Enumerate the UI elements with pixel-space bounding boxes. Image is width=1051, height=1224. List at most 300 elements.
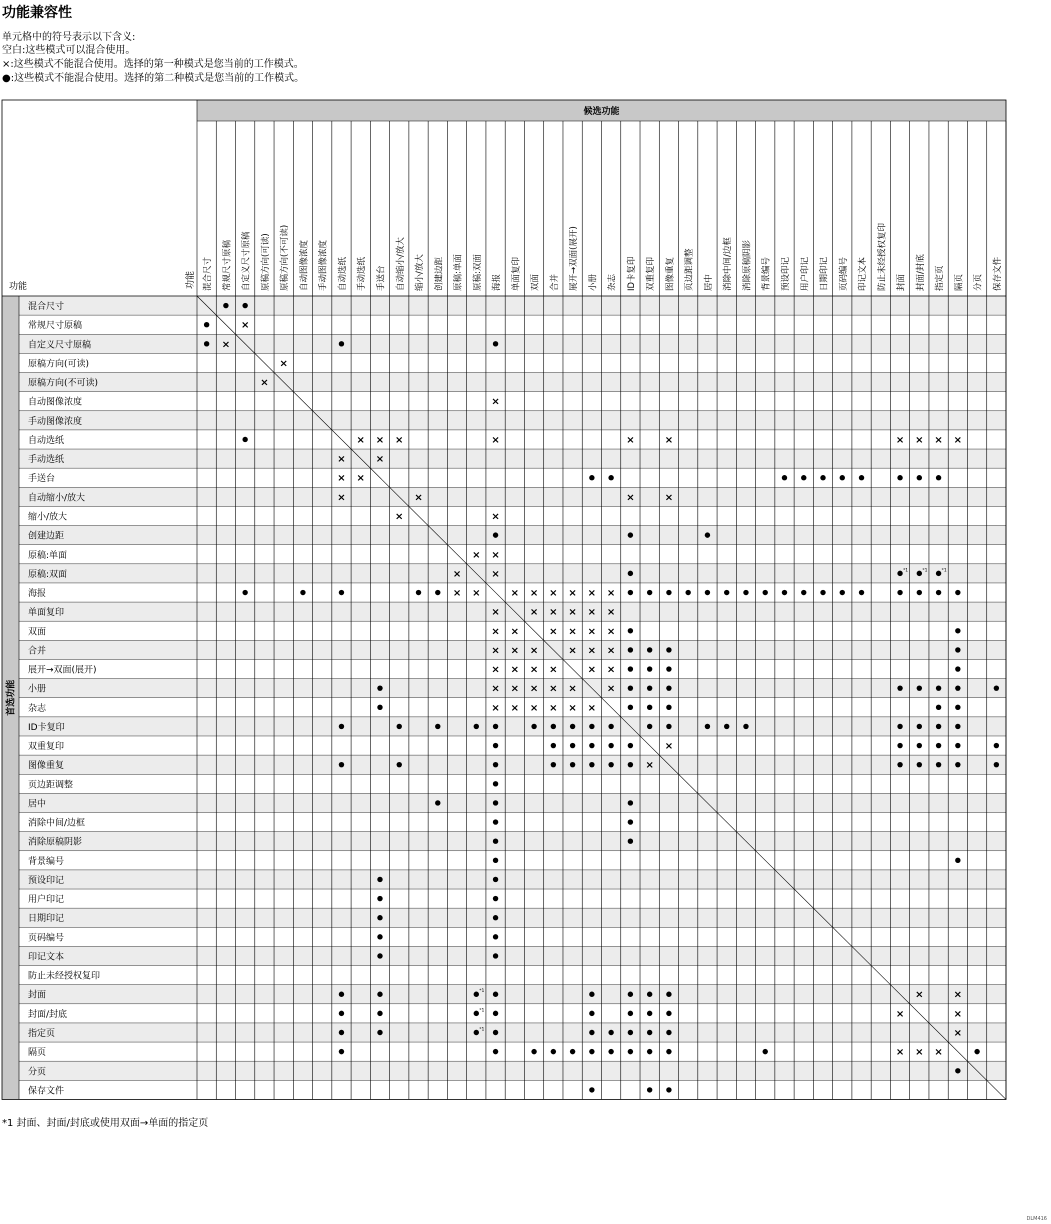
- row-header: 常规尺寸原稿: [28, 321, 83, 332]
- dot-mark: [377, 685, 382, 690]
- dot-mark: [628, 571, 633, 576]
- column-header: 混合尺寸: [203, 256, 214, 291]
- dot-mark: [570, 743, 575, 748]
- cross-mark: ×: [606, 607, 616, 619]
- dot-mark: [820, 590, 825, 595]
- cross-mark: ×: [568, 683, 577, 695]
- row-header: 手送台: [28, 474, 56, 485]
- cross-mark: ×: [587, 607, 597, 619]
- row-header: ID卡复印: [28, 722, 65, 733]
- dot-mark: [628, 532, 633, 537]
- dot-mark: [955, 724, 960, 729]
- row-header: 自动缩小/放大: [28, 493, 86, 504]
- dot-mark: [743, 590, 748, 595]
- dot-mark: [917, 590, 922, 595]
- cross-mark: ×: [626, 492, 635, 504]
- row-header: 原稿:双面: [28, 569, 68, 580]
- dot-mark: [936, 685, 941, 690]
- legend-dot: ●:这些模式不能混合使用。选择的第二种模式是您当前的工作模式。: [2, 73, 305, 84]
- column-header: 小册: [588, 273, 599, 291]
- legend-intro: 单元格中的符号表示以下含义:: [2, 32, 136, 43]
- dot-mark: [377, 953, 382, 958]
- dot-mark: [666, 992, 671, 997]
- column-header: 缩小/放大: [415, 254, 426, 291]
- cross-mark: ×: [510, 645, 520, 657]
- dot-mark: [647, 590, 652, 595]
- dot-mark: [551, 1049, 556, 1054]
- dot-mark: [647, 705, 652, 710]
- cross-mark: ×: [375, 454, 385, 466]
- dot-mark: [493, 1030, 498, 1035]
- cross-mark: ×: [529, 702, 539, 714]
- row-header: 展开→双面(展开): [28, 665, 97, 676]
- dot-mark: [955, 1068, 960, 1073]
- cross-mark: ×: [606, 664, 616, 676]
- dot-mark: [666, 685, 671, 690]
- row-header: 消除中间/边框: [28, 818, 86, 829]
- dot-mark: [628, 590, 633, 595]
- column-header: 常规尺寸原稿: [222, 239, 233, 291]
- dot-mark: [666, 647, 671, 652]
- cross-mark: ×: [568, 645, 577, 657]
- row-header: 单面复印: [28, 608, 65, 619]
- row-header: 隔页: [28, 1048, 47, 1059]
- cross-mark: ×: [491, 396, 500, 408]
- dot-mark: [936, 590, 941, 595]
- dot-mark: [955, 590, 960, 595]
- cross-mark: ×: [568, 607, 577, 619]
- cross-mark: ×: [549, 702, 558, 714]
- dot-mark: [917, 475, 922, 480]
- cross-mark: ×: [568, 588, 577, 600]
- dot-mark: [917, 724, 922, 729]
- cross-mark: ×: [934, 1047, 943, 1059]
- dot-mark: [628, 1049, 633, 1054]
- dot-mark: [955, 705, 960, 710]
- cross-mark: ×: [491, 702, 500, 714]
- column-header: 手动选纸: [357, 256, 368, 291]
- column-header: 双重复印: [646, 256, 657, 291]
- dot-mark: [666, 705, 671, 710]
- cross-mark: ×: [915, 1047, 924, 1059]
- cross-mark: ×: [491, 683, 500, 695]
- row-stripe: [19, 449, 1006, 468]
- dot-mark: [397, 762, 402, 767]
- row-header: 缩小/放大: [28, 512, 68, 523]
- dot-mark: [474, 992, 479, 997]
- cross-mark: ×: [606, 626, 616, 638]
- dot-mark: [666, 1087, 671, 1092]
- dot-mark: [897, 685, 902, 690]
- column-header: 分页: [973, 273, 984, 291]
- cross-mark: ×: [375, 434, 385, 446]
- column-header: 自定义尺寸原稿: [241, 231, 252, 291]
- dot-mark: [493, 839, 498, 844]
- dot-mark: [493, 341, 498, 346]
- cross-mark: ×: [549, 588, 558, 600]
- dot-mark: [628, 992, 633, 997]
- dot-mark: [628, 666, 633, 671]
- dot-mark: [724, 724, 729, 729]
- dot-mark: [840, 590, 845, 595]
- footnote: *1 封面、封面/封底或使用双面→单面的指定页: [2, 1118, 209, 1129]
- row-stripe: [19, 602, 1006, 621]
- dot-mark: [897, 475, 902, 480]
- row-stripe: [19, 296, 1006, 315]
- dot-mark: [493, 1011, 498, 1016]
- cross-mark: ×: [626, 434, 635, 446]
- row-stripe: [19, 870, 1006, 889]
- row-header: 手动图像浓度: [28, 416, 83, 427]
- dot-mark: [936, 571, 941, 576]
- cross-mark: ×: [549, 664, 558, 676]
- cross-mark: ×: [587, 626, 597, 638]
- dot-mark: [493, 992, 498, 997]
- candidate-header-label: 候选功能: [583, 107, 620, 117]
- cross-mark: ×: [260, 377, 269, 389]
- dot-mark: [647, 647, 652, 652]
- row-header: 自动选纸: [28, 435, 65, 446]
- row-stripe: [19, 793, 1006, 812]
- dot-mark: [897, 571, 902, 576]
- dot-mark: [647, 666, 652, 671]
- row-stripe: [19, 411, 1006, 430]
- dot-mark: [955, 858, 960, 863]
- cross-mark: ×: [953, 434, 963, 446]
- dot-mark: [897, 590, 902, 595]
- cross-mark: ×: [587, 702, 597, 714]
- row-header: 原稿方向(不可读): [28, 378, 99, 389]
- cross-mark: ×: [549, 607, 558, 619]
- dot-mark: [917, 571, 922, 576]
- dot-mark: [493, 762, 498, 767]
- dot-mark: [936, 762, 941, 767]
- cross-mark: ×: [587, 588, 597, 600]
- dot-mark: [493, 934, 498, 939]
- dot-mark: [474, 1011, 479, 1016]
- row-stripe: [19, 755, 1006, 774]
- dot-mark: [628, 647, 633, 652]
- dot-mark: [339, 341, 344, 346]
- column-header: 页码编号: [838, 256, 849, 291]
- cross-mark: ×: [356, 473, 365, 485]
- dot-mark: [435, 724, 440, 729]
- cross-mark: ×: [414, 492, 423, 504]
- dot-mark: [493, 915, 498, 920]
- cross-mark: ×: [491, 568, 500, 580]
- dot-mark: [782, 475, 787, 480]
- cross-mark: ×: [645, 760, 654, 772]
- row-header: 原稿:单面: [28, 550, 68, 561]
- cross-mark: ×: [915, 989, 924, 1001]
- dot-mark: [589, 1011, 594, 1016]
- dot-mark: [763, 1049, 768, 1054]
- row-header: 居中: [28, 799, 47, 810]
- cross-mark: ×: [529, 645, 539, 657]
- cross-mark: ×: [221, 339, 231, 351]
- cross-mark: ×: [510, 702, 520, 714]
- row-header: 混合尺寸: [28, 302, 65, 313]
- column-header: 单面复印: [511, 256, 522, 291]
- dot-mark: [724, 590, 729, 595]
- dot-mark: [204, 341, 209, 346]
- row-header: 创建边距: [28, 531, 65, 542]
- column-header: 封面: [896, 273, 907, 291]
- column-header: 创建边距: [434, 256, 445, 291]
- row-header: 自动图像浓度: [28, 397, 83, 408]
- cross-mark: ×: [953, 1028, 963, 1040]
- column-header: 展开→双面(展开): [569, 226, 580, 291]
- cross-mark: ×: [491, 645, 500, 657]
- column-header: 日期印记: [819, 256, 830, 291]
- cross-mark: ×: [606, 645, 616, 657]
- document-code: DLM416: [1026, 1216, 1047, 1222]
- row-header: 预设印记: [28, 875, 65, 886]
- dot-mark: [666, 724, 671, 729]
- dot-mark: [242, 303, 247, 308]
- dot-mark: [608, 1049, 613, 1054]
- column-header: 用户印记: [800, 256, 811, 291]
- dot-mark: [628, 743, 633, 748]
- row-stripe: [19, 487, 1006, 506]
- footnote-mark: *1: [479, 989, 485, 995]
- corner-function-label-vertical: 功能: [186, 270, 196, 289]
- row-header: 印记文本: [28, 952, 65, 963]
- row-header: 用户印记: [28, 895, 65, 906]
- column-header: 背景编号: [761, 256, 772, 291]
- column-header: 图像重复: [665, 256, 676, 291]
- column-header: 自动缩小/放大: [395, 237, 406, 291]
- footnote-mark: *1: [922, 568, 928, 574]
- dot-mark: [493, 724, 498, 729]
- column-header: 居中: [703, 273, 714, 291]
- row-header: 原稿方向(可读): [28, 359, 90, 370]
- cross-mark: ×: [510, 664, 520, 676]
- column-header: 消除原稿阴影: [742, 239, 753, 291]
- cross-mark: ×: [472, 549, 481, 561]
- dot-mark: [666, 1030, 671, 1035]
- dot-mark: [531, 1049, 536, 1054]
- row-header: 页码编号: [28, 933, 65, 944]
- cross-mark: ×: [452, 568, 462, 580]
- cross-mark: ×: [395, 511, 404, 523]
- column-header: 手动图像浓度: [318, 239, 329, 291]
- cross-mark: ×: [472, 588, 481, 600]
- row-header: 图像重复: [28, 761, 65, 772]
- dot-mark: [647, 1011, 652, 1016]
- dot-mark: [242, 437, 247, 442]
- dot-mark: [801, 475, 806, 480]
- footnote-mark: *1: [479, 1027, 485, 1033]
- dot-mark: [840, 475, 845, 480]
- cross-mark: ×: [356, 434, 365, 446]
- dot-mark: [377, 915, 382, 920]
- dot-mark: [474, 1030, 479, 1035]
- cross-mark: ×: [529, 588, 539, 600]
- row-header: 保存文件: [28, 1086, 65, 1097]
- cross-mark: ×: [953, 989, 963, 1001]
- dot-mark: [493, 743, 498, 748]
- dot-mark: [589, 1030, 594, 1035]
- row-stripe: [19, 564, 1006, 583]
- footnote-mark: *1: [941, 568, 947, 574]
- cross-mark: ×: [337, 454, 346, 466]
- dot-mark: [936, 705, 941, 710]
- cross-mark: ×: [337, 492, 346, 504]
- dot-mark: [936, 724, 941, 729]
- row-header: 日期印记: [28, 914, 65, 925]
- row-header: 消除原稿阴影: [28, 837, 83, 848]
- dot-mark: [493, 800, 498, 805]
- dot-mark: [377, 934, 382, 939]
- dot-mark: [204, 322, 209, 327]
- dot-mark: [493, 896, 498, 901]
- dot-mark: [936, 475, 941, 480]
- cross-mark: ×: [491, 626, 500, 638]
- dot-mark: [763, 590, 768, 595]
- cross-mark: ×: [549, 626, 558, 638]
- row-header: 手动选纸: [28, 455, 65, 466]
- dot-mark: [493, 877, 498, 882]
- dot-mark: [377, 877, 382, 882]
- cross-mark: ×: [664, 492, 674, 504]
- dot-mark: [608, 743, 613, 748]
- row-header: 小册: [28, 684, 47, 695]
- dot-mark: [339, 992, 344, 997]
- dot-mark: [705, 724, 710, 729]
- dot-mark: [493, 532, 498, 537]
- cross-mark: ×: [529, 664, 539, 676]
- row-header: 双面: [28, 627, 47, 638]
- dot-mark: [493, 858, 498, 863]
- row-stripe: [19, 526, 1006, 545]
- dot-mark: [955, 647, 960, 652]
- dot-mark: [435, 800, 440, 805]
- cross-mark: ×: [606, 683, 616, 695]
- cross-mark: ×: [529, 683, 539, 695]
- dot-mark: [608, 762, 613, 767]
- dot-mark: [589, 743, 594, 748]
- cross-mark: ×: [491, 664, 500, 676]
- dot-mark: [936, 743, 941, 748]
- row-stripe: [19, 1061, 1006, 1080]
- column-header: 保存文件: [992, 256, 1003, 291]
- dot-mark: [397, 724, 402, 729]
- dot-mark: [589, 1049, 594, 1054]
- priority-header-label: 首选功能: [6, 679, 17, 716]
- dot-mark: [994, 762, 999, 767]
- cross-mark: ×: [895, 1047, 905, 1059]
- dot-mark: [743, 724, 748, 729]
- cross-mark: ×: [664, 434, 674, 446]
- dot-mark: [377, 1011, 382, 1016]
- column-header: 原稿方向(不可读): [280, 224, 291, 291]
- row-header: 指定页: [28, 1029, 56, 1040]
- column-header: 指定页: [935, 265, 946, 291]
- row-header: 防止未经授权复印: [28, 971, 101, 982]
- dot-mark: [897, 762, 902, 767]
- column-header: 隔页: [954, 273, 965, 291]
- column-header: 杂志: [607, 273, 618, 291]
- column-header: ID卡复印: [626, 256, 637, 291]
- dot-mark: [994, 743, 999, 748]
- column-header: 消除中间/边框: [723, 237, 734, 291]
- dot-mark: [897, 724, 902, 729]
- column-header: 双面: [530, 273, 541, 291]
- dot-mark: [955, 743, 960, 748]
- row-header: 背景编号: [28, 856, 65, 867]
- column-header: 防止未经授权复印: [877, 222, 888, 291]
- dot-mark: [493, 1049, 498, 1054]
- row-header: 杂志: [28, 703, 47, 714]
- column-header: 页边距调整: [684, 248, 695, 291]
- cross-mark: ×: [953, 1008, 963, 1020]
- cross-mark: ×: [491, 607, 500, 619]
- dot-mark: [589, 724, 594, 729]
- cross-mark: ×: [549, 683, 558, 695]
- cross-mark: ×: [452, 588, 462, 600]
- dot-mark: [589, 1087, 594, 1092]
- cross-mark: ×: [934, 434, 943, 446]
- cross-mark: ×: [395, 434, 404, 446]
- row-stripe: [19, 717, 1006, 736]
- column-header: 原稿方向(可读): [260, 233, 271, 291]
- dot-mark: [300, 590, 305, 595]
- column-header: 封面/封底: [915, 254, 926, 291]
- column-header: 原稿:双面: [472, 254, 483, 291]
- row-header: 双重复印: [28, 742, 65, 753]
- column-header: 自动选纸: [337, 256, 348, 291]
- cross-mark: ×: [510, 588, 520, 600]
- dot-mark: [531, 724, 536, 729]
- cross-mark: ×: [895, 1008, 905, 1020]
- dot-mark: [974, 1049, 979, 1054]
- row-header: 合并: [28, 646, 47, 657]
- dot-mark: [377, 896, 382, 901]
- dot-mark: [589, 475, 594, 480]
- dot-mark: [416, 590, 421, 595]
- dot-mark: [570, 1049, 575, 1054]
- cross-mark: ×: [529, 607, 539, 619]
- cross-mark: ×: [568, 702, 577, 714]
- cross-mark: ×: [664, 741, 674, 753]
- row-stripe: [19, 832, 1006, 851]
- dot-mark: [339, 1011, 344, 1016]
- dot-mark: [955, 666, 960, 671]
- dot-mark: [628, 685, 633, 690]
- row-header: 页边距调整: [28, 780, 74, 791]
- row-header: 封面/封底: [28, 1009, 68, 1020]
- dot-mark: [955, 628, 960, 633]
- cross-mark: ×: [279, 358, 288, 370]
- dot-mark: [377, 705, 382, 710]
- dot-mark: [647, 1049, 652, 1054]
- dot-mark: [474, 724, 479, 729]
- column-header: 合并: [549, 273, 560, 291]
- dot-mark: [647, 992, 652, 997]
- dot-mark: [339, 590, 344, 595]
- dot-mark: [647, 1087, 652, 1092]
- row-header: 自定义尺寸原稿: [28, 340, 92, 351]
- dot-mark: [666, 1011, 671, 1016]
- dot-mark: [377, 992, 382, 997]
- dot-mark: [897, 743, 902, 748]
- legend-blank: 空白:这些模式可以混合使用。: [2, 45, 136, 56]
- dot-mark: [628, 839, 633, 844]
- cross-mark: ×: [587, 664, 597, 676]
- dot-mark: [628, 1030, 633, 1035]
- row-header: 封面: [28, 990, 47, 1001]
